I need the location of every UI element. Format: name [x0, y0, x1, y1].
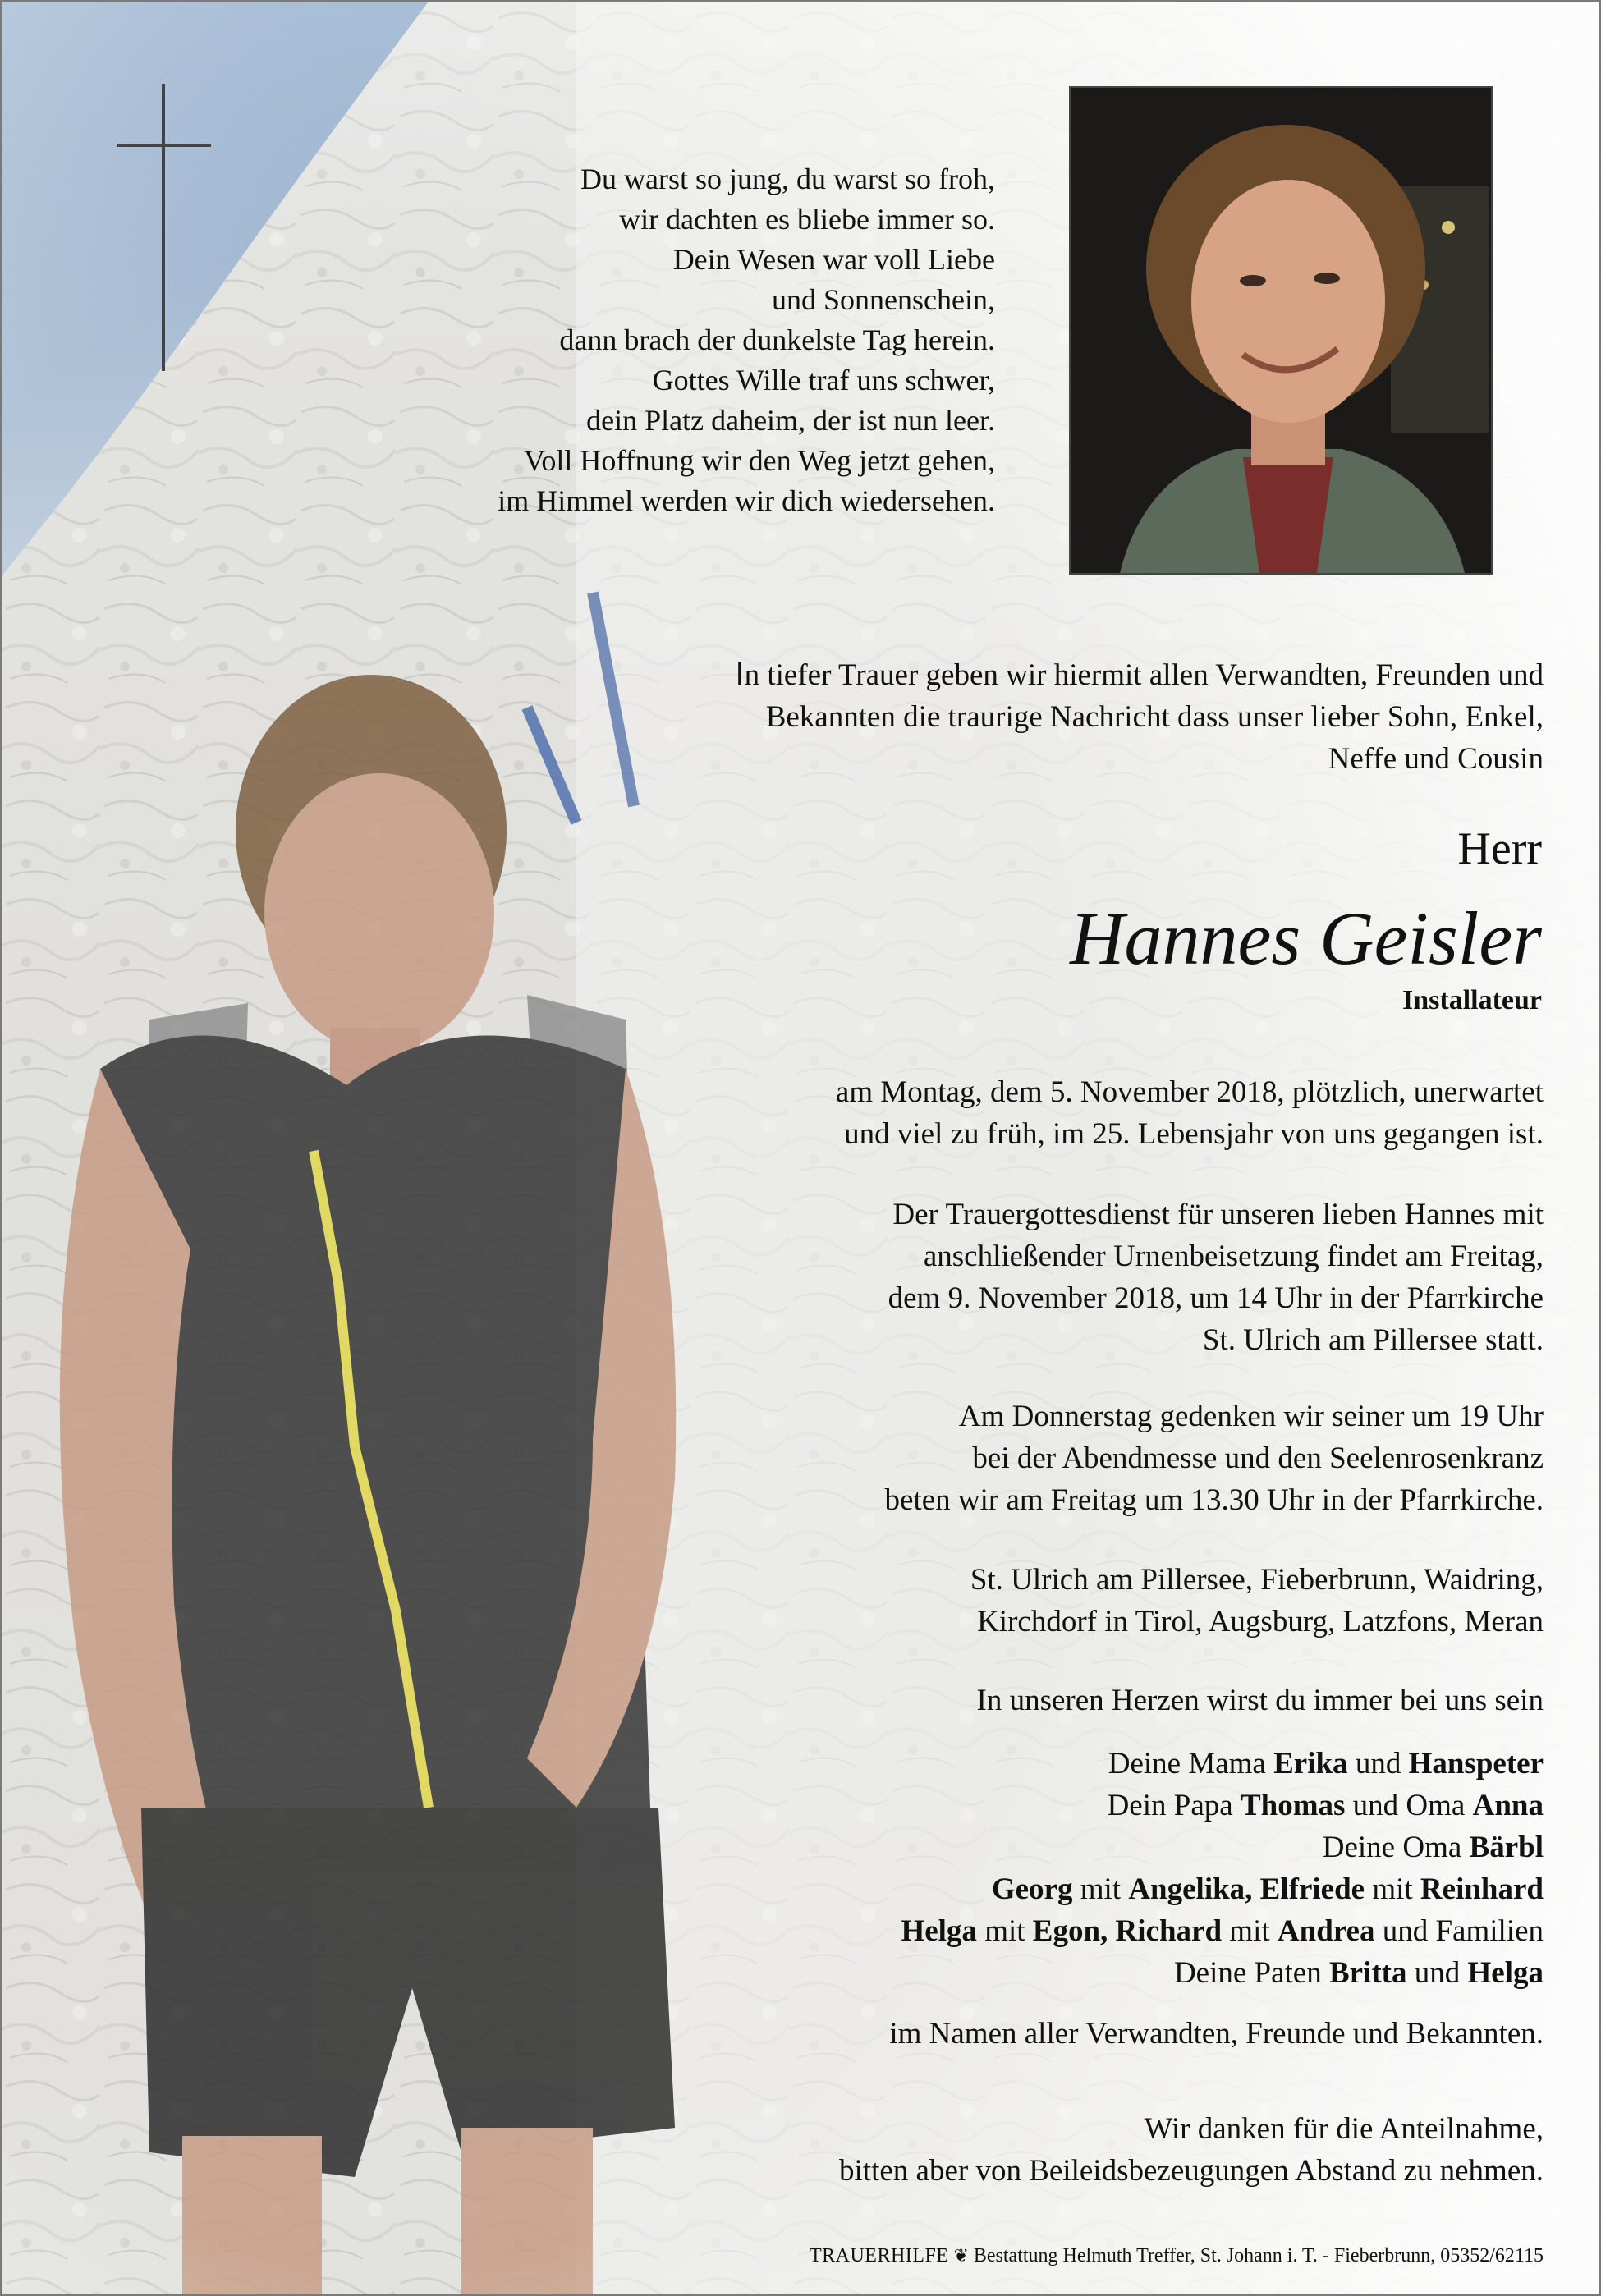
service-line: dem 9. November 2018, um 14 Uhr in der Pfarrkirche: [888, 1281, 1544, 1315]
on-behalf-line: [527, 2013, 1544, 2055]
poem-line: und Sonnenschein,: [772, 283, 995, 316]
intro-text: n tiefer Trauer geben wir hiermit allen Verwandten, Freunden und: [744, 658, 1544, 692]
on-behalf-text: im Namen aller Verwandten, Freunde und Bekannten.: [889, 2017, 1544, 2051]
remembrance-line: bei der Abendmesse und den Seelenrosenkranz: [972, 1441, 1544, 1475]
footer-text: Bestattung Helmuth Treffer, St. Johann i. T. - Fieberbrunn, 05352/62115: [973, 2245, 1544, 2266]
mourner-line: Georg mit Angelika, Elfriede mit Reinhard: [991, 1872, 1544, 1906]
poem-line: Dein Wesen war voll Liebe: [672, 243, 995, 276]
salutation: Herr: [1457, 823, 1542, 874]
remembrance-line: beten wir am Freitag um 13.30 Uhr in der Pfarrkirche.: [884, 1483, 1544, 1517]
poem-line: Voll Hoffnung wir den Weg jetzt gehen,: [524, 444, 995, 477]
poem-line: Du warst so jung, du warst so froh,: [580, 163, 995, 195]
thanks-note: [527, 2108, 1544, 2192]
footer: [681, 2245, 1544, 2267]
remembrance-line: Am Donnerstag gedenken wir seiner um 19 Uhr: [958, 1400, 1544, 1433]
notice-line: am Montag, dem 5. November 2018, plötzlich, unerwartet: [835, 1075, 1544, 1109]
poem-line: dann brach der dunkelste Tag herein.: [559, 323, 995, 356]
poem: [314, 159, 995, 521]
feather-icon: ❦: [953, 2245, 969, 2266]
cross-icon: [117, 84, 211, 371]
places-line: St. Ulrich am Pillersee, Fieberbrunn, Waidring,: [970, 1563, 1544, 1597]
mourners-list: [527, 1743, 1544, 1994]
occupation: Installateur: [1402, 985, 1542, 1015]
thanks-line: Wir danken für die Anteilnahme,: [1144, 2112, 1544, 2146]
mourner-line: Deine Paten Britta und Helga: [1173, 1956, 1544, 1990]
portrait-image: [1071, 88, 1491, 573]
poem-line: dein Platz daheim, der ist nun leer.: [586, 404, 995, 437]
mourner-line: Helga mit Egon, Richard mit Andrea und Familien: [901, 1914, 1544, 1948]
service-line: Der Trauergottesdienst für unseren lieben Hannes mit: [892, 1198, 1544, 1231]
places-line: Kirchdorf in Tirol, Augsburg, Latzfons, Meran: [977, 1605, 1544, 1638]
thanks-line: bitten aber von Beileidsbezeugungen Abstand zu nehmen.: [839, 2154, 1544, 2188]
death-notice: [527, 1071, 1544, 1155]
deceased-name: Hannes Geisler: [1070, 896, 1542, 980]
poem-line: im Himmel werden wir dich wiedersehen.: [498, 484, 995, 517]
mourner-line: Dein Papa Thomas und Oma Anna: [1107, 1789, 1544, 1822]
poem-line: Gottes Wille traf uns schwer,: [652, 364, 995, 396]
intro-paragraph: [527, 653, 1544, 780]
mourner-line: Deine Mama Erika und Hanspeter: [1108, 1747, 1544, 1780]
mourner-line: Deine Oma Bärbl: [1322, 1831, 1544, 1864]
service-line: anschließender Urnenbeisetzung findet am Freitag,: [923, 1240, 1544, 1273]
poem-line: wir dachten es bliebe immer so.: [619, 203, 995, 236]
service-line: St. Ulrich am Pillersee statt.: [1202, 1323, 1544, 1357]
intro-line: Neffe und Cousin: [1328, 742, 1544, 776]
notice-line: und viel zu früh, im 25. Lebensjahr von uns gegangen ist.: [844, 1117, 1544, 1151]
places: [527, 1559, 1544, 1643]
intro-line: Bekannten die traurige Nachricht dass unser lieber Sohn, Enkel,: [765, 700, 1544, 734]
drop-cap: I: [735, 656, 745, 692]
intro-line: [527, 653, 1544, 696]
heart-line: [527, 1680, 1544, 1721]
service-info: [527, 1194, 1544, 1361]
portrait-photo: [1069, 86, 1493, 575]
heart-line-text: In unseren Herzen wirst du immer bei uns sein: [976, 1684, 1544, 1717]
remembrance-info: [527, 1395, 1544, 1521]
footer-brand: TRAUERHILFE: [809, 2245, 949, 2266]
